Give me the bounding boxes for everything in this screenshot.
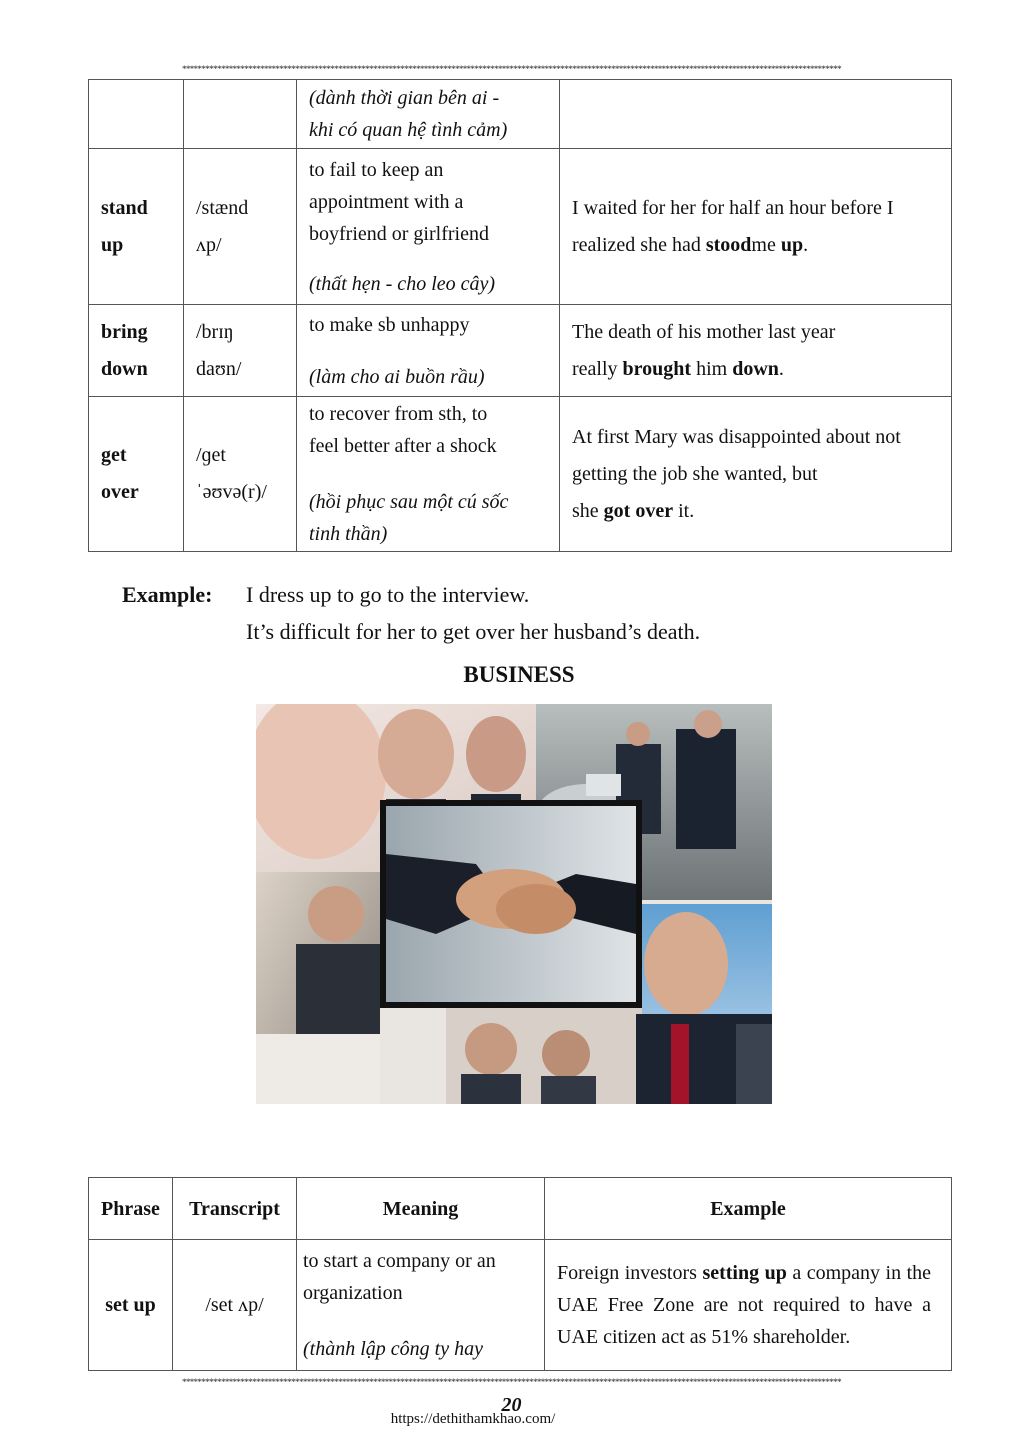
example-line bbox=[572, 227, 939, 264]
phrase-cell bbox=[89, 80, 184, 149]
example-text: Foreign investors bbox=[557, 1262, 703, 1284]
meaning-vn-line: (thất hẹn - cho leo cây) bbox=[309, 272, 496, 295]
example-text: . bbox=[778, 357, 784, 380]
transcript-part: /stænd bbox=[196, 196, 249, 219]
example-cell bbox=[560, 80, 952, 149]
phrasal-verbs-table-1 bbox=[88, 79, 952, 552]
column-header: Transcript bbox=[173, 1178, 297, 1240]
meaning-en-line: to start a company or an bbox=[303, 1250, 496, 1272]
example-cell bbox=[560, 305, 952, 397]
example-sentence: It’s difficult for her to get over her husband’s death. bbox=[246, 619, 701, 644]
example-keyword: down bbox=[732, 357, 779, 380]
table-row bbox=[89, 80, 952, 149]
example-text: him bbox=[691, 357, 733, 380]
meaning-en-line: organization bbox=[303, 1282, 403, 1304]
meaning-en-line: to fail to keep an bbox=[309, 158, 444, 181]
meaning-en-line: to recover from sth, to bbox=[309, 403, 488, 425]
meaning-cell bbox=[297, 149, 560, 305]
meaning-cell bbox=[297, 80, 560, 149]
phrase-cell bbox=[89, 149, 184, 305]
example-sentence: I dress up to go to the interview. bbox=[246, 582, 530, 607]
example-keyword: stood bbox=[705, 233, 752, 256]
transcript-cell bbox=[184, 305, 297, 397]
meaning-vn-line: (hồi phục sau một cú sốc bbox=[309, 491, 509, 513]
meaning-vn-line: khi có quan hệ tình cảm) bbox=[309, 119, 508, 141]
table-header-row bbox=[89, 1178, 952, 1240]
example-keyword: brought bbox=[622, 357, 692, 380]
phrase-word: down bbox=[101, 357, 148, 380]
transcript-cell bbox=[184, 397, 297, 552]
example-keyword: got over bbox=[603, 499, 674, 522]
meaning-en-line: to make sb unhappy bbox=[309, 313, 470, 336]
phrase-cell bbox=[89, 397, 184, 552]
table-row bbox=[89, 397, 952, 552]
phrase-word: bring bbox=[101, 320, 148, 343]
section-title: BUSINESS bbox=[463, 662, 575, 687]
phrase-cell bbox=[89, 305, 184, 397]
example-line: At first Mary was disappointed about not bbox=[572, 425, 901, 448]
phrase-word: stand bbox=[101, 196, 148, 219]
meaning-en-line: boyfriend or girlfriend bbox=[309, 222, 489, 245]
example-text: really bbox=[572, 357, 623, 380]
meaning-vn-line: (làm cho ai buồn rầu) bbox=[309, 365, 485, 388]
column-header: Example bbox=[545, 1178, 952, 1240]
example-cell bbox=[560, 397, 952, 552]
example-line: The death of his mother last year bbox=[572, 320, 836, 343]
example-line: getting the job she wanted, but bbox=[572, 462, 818, 485]
example-text: a company in the UAE Free Zone are not required to have a UAE citizen act as 51% shareholder. bbox=[557, 1262, 932, 1348]
business-collage-image bbox=[256, 704, 772, 1104]
transcript-cell bbox=[184, 149, 297, 305]
page-number: 20 bbox=[501, 1394, 522, 1416]
transcript-part: daʊn/ bbox=[196, 357, 242, 380]
table-row bbox=[89, 149, 952, 305]
column-header: Phrase bbox=[89, 1178, 173, 1240]
phrase-word: up bbox=[101, 233, 124, 256]
example-text: . bbox=[803, 233, 809, 256]
transcript-part: ˈəʊvə(r)/ bbox=[196, 481, 267, 503]
top-divider: ************************************************************************************************************************************************************************* bbox=[181, 64, 842, 74]
table-row bbox=[89, 305, 952, 397]
meaning-vn-line: (thành lập công ty hay bbox=[303, 1338, 483, 1360]
meaning-vn-line: tinh thần) bbox=[309, 523, 388, 545]
transcript-part: ʌp/ bbox=[196, 233, 222, 256]
example-keyword: up bbox=[780, 233, 804, 256]
example-line bbox=[572, 493, 939, 530]
example-line: I waited for her for half an hour before I bbox=[572, 196, 894, 219]
example-label: Example: bbox=[122, 582, 213, 607]
business-phrasal-verbs-table bbox=[88, 1177, 952, 1371]
example-keyword: setting up bbox=[702, 1262, 787, 1284]
transcript-cell bbox=[184, 80, 297, 149]
example-cell bbox=[560, 149, 952, 305]
example-text: me bbox=[751, 233, 781, 256]
meaning-en-line: feel better after a shock bbox=[309, 435, 497, 457]
example-line bbox=[572, 351, 939, 388]
meaning-en-line: appointment with a bbox=[309, 190, 464, 213]
bottom-divider: ************************************************************************************************************************************************************************* bbox=[181, 1377, 842, 1387]
example-text: it. bbox=[673, 499, 695, 522]
meaning-cell bbox=[297, 1240, 545, 1371]
transcript-part: /brɪŋ bbox=[196, 320, 234, 343]
column-header: Meaning bbox=[297, 1178, 545, 1240]
example-text: realized she had bbox=[572, 233, 706, 256]
example-cell bbox=[545, 1240, 952, 1371]
meaning-vn-line: (dành thời gian bên ai - bbox=[309, 87, 500, 109]
transcript-part: /ɡet bbox=[196, 444, 226, 466]
example-text: she bbox=[572, 499, 604, 522]
phrase-cell: set up bbox=[89, 1240, 173, 1371]
phrase-word: get bbox=[101, 444, 127, 466]
phrase-word: over bbox=[101, 481, 139, 503]
table-row bbox=[89, 1240, 952, 1371]
meaning-cell bbox=[297, 305, 560, 397]
meaning-cell bbox=[297, 397, 560, 552]
transcript-cell: /set ʌp/ bbox=[173, 1240, 297, 1371]
footer-url[interactable]: https://dethithamkhao.com/ bbox=[390, 1411, 556, 1427]
